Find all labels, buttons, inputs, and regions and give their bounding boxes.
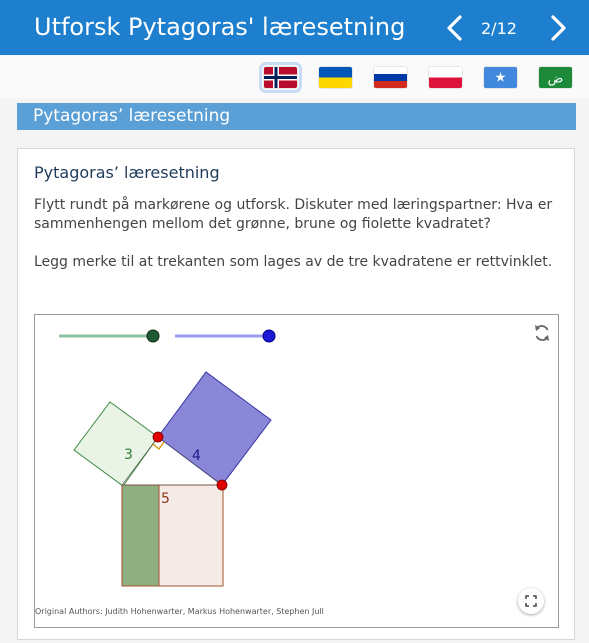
language-arabic-button[interactable]	[539, 67, 572, 88]
page-counter: 2/12	[481, 19, 517, 38]
language-russian-button[interactable]	[374, 67, 407, 88]
app-title: Utforsk Pytagoras' læresetning	[34, 13, 406, 41]
fullscreen-icon	[518, 588, 544, 614]
green-slider-handle[interactable]	[147, 330, 159, 342]
next-page-button[interactable]	[545, 14, 571, 42]
chevron-right-icon	[545, 14, 571, 42]
ukraine-flag-icon	[319, 67, 352, 88]
geometry-applet[interactable]	[34, 314, 559, 628]
purple-slider-handle[interactable]	[263, 330, 275, 342]
arabic-flag-icon	[539, 67, 572, 88]
russia-flag-icon	[374, 67, 407, 88]
applet-credits: Original Authors: Judith Hohenwarter, Markus Hohenwarter, Stephen Jull	[35, 607, 324, 616]
draggable-point-top[interactable]	[153, 432, 163, 442]
brown-square-green-part	[122, 485, 159, 586]
applet-canvas[interactable]	[35, 315, 558, 627]
green-square	[74, 402, 158, 486]
card-title: Pytagoras’ læresetning	[34, 163, 220, 182]
right-angle-marker	[153, 442, 164, 449]
top-bar	[0, 0, 589, 55]
chevron-left-icon	[442, 14, 468, 42]
fullscreen-button[interactable]	[518, 588, 544, 614]
previous-page-button[interactable]	[442, 14, 468, 42]
refresh-icon	[532, 323, 552, 343]
language-somali-button[interactable]	[484, 67, 517, 88]
note-text: Legg merke til at trekanten som lages av de tre kvadratene er rettvinklet.	[34, 254, 553, 270]
language-ukrainian-button[interactable]	[319, 67, 352, 88]
language-polish-button[interactable]	[429, 67, 462, 88]
arabic-letter-label: ض	[547, 71, 564, 87]
purple-square	[158, 372, 271, 485]
purple-square-label: 4	[192, 448, 201, 464]
somalia-flag-icon	[484, 67, 517, 88]
green-square-label: 3	[124, 447, 133, 463]
poland-flag-icon	[429, 67, 462, 88]
draggable-point-right[interactable]	[217, 480, 227, 490]
brown-square-label: 5	[161, 491, 170, 507]
reset-button[interactable]	[532, 323, 552, 343]
language-norwegian-button[interactable]	[264, 67, 297, 88]
instruction-text: Flytt rundt på markørene og utforsk. Diskuter med læringspartner: Hva er sammenhengen mellom det grønne, brune og fiolette kvadratet?	[34, 197, 553, 232]
section-header	[17, 103, 576, 130]
norway-flag-icon	[264, 67, 297, 88]
section-title: Pytagoras’ læresetning	[33, 106, 231, 126]
